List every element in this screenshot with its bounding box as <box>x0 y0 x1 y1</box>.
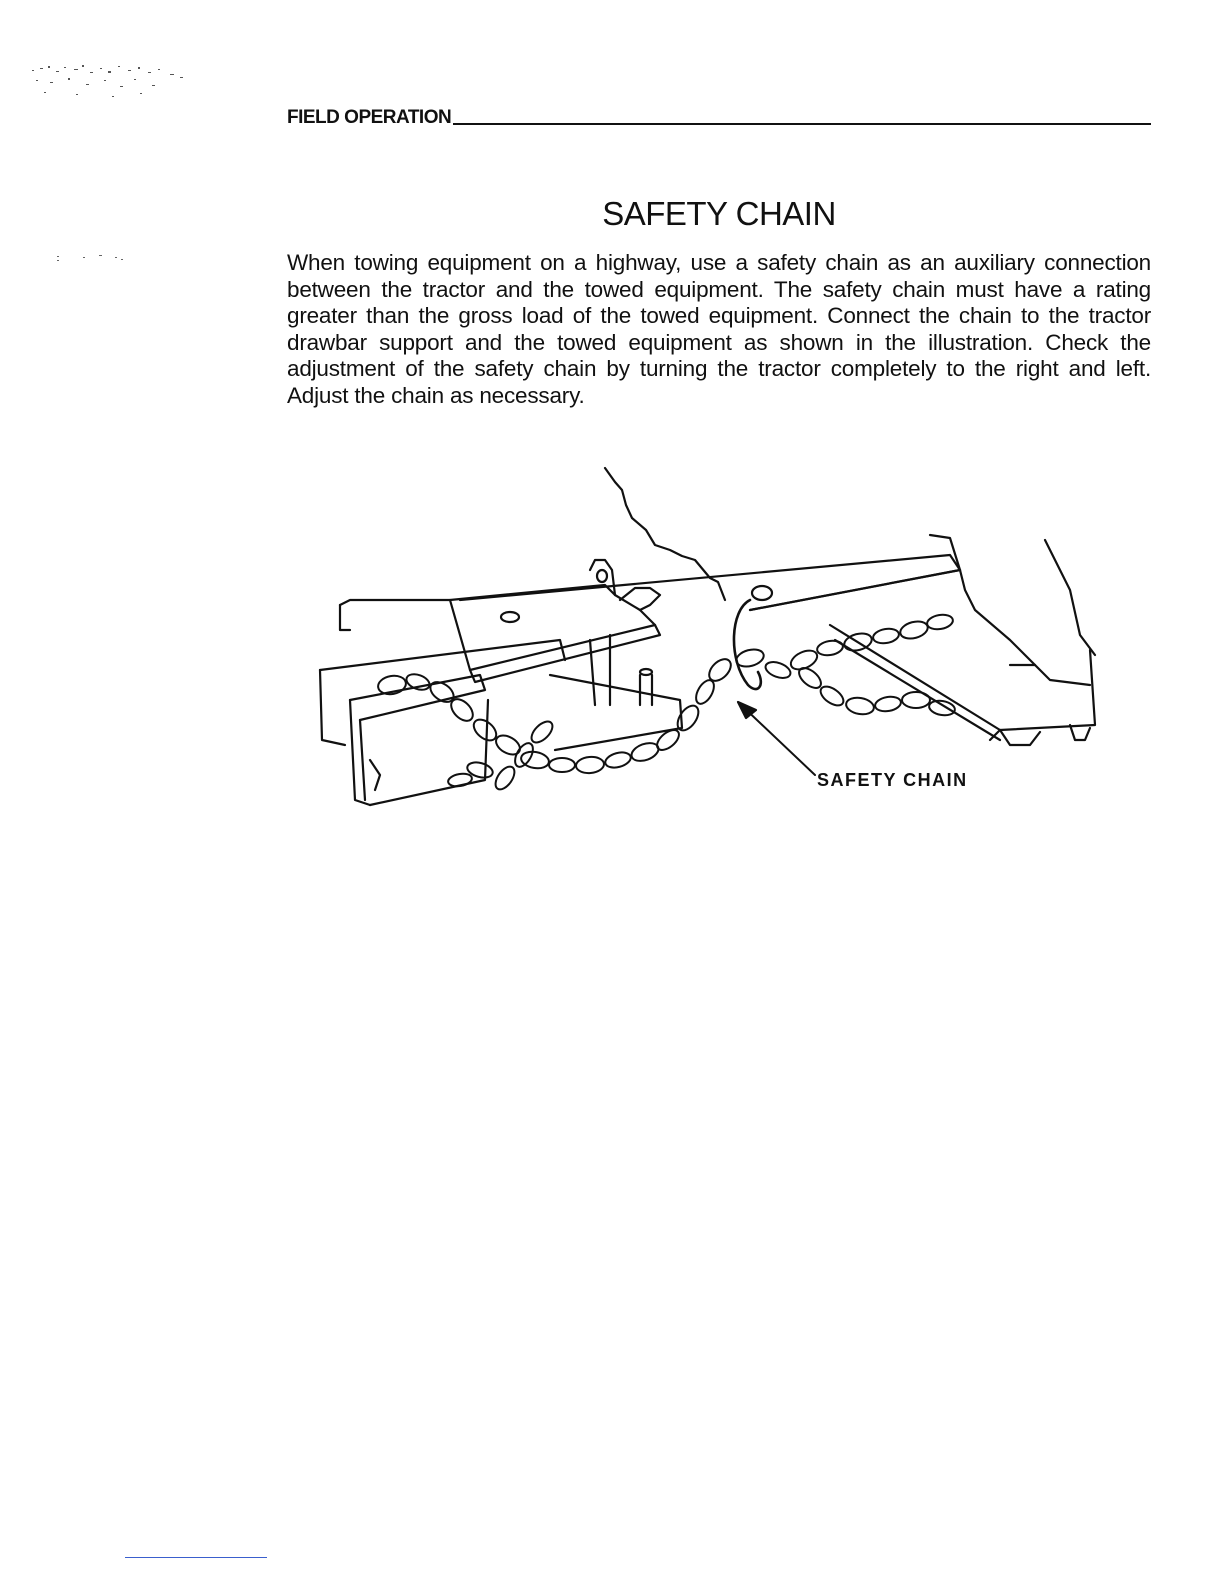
scan-noise <box>30 62 200 102</box>
body-paragraph: When towing equipment on a highway, use a safety chain as an auxiliary connection between the tractor and the towed equipment. The safety chain must have a rating greater than the gross load of the towed equipment. Connect the chain to the tractor drawbar support and the towed equipment as shown in the illustration. Check the adjustment of the safety chain by turning the tractor completely to the right and left. Adjust the chain as necessary. <box>287 250 1151 408</box>
section-label: FIELD OPERATION <box>287 107 452 128</box>
figure-callout: SAFETY CHAIN <box>817 770 968 790</box>
safety-chain-illustration <box>310 460 1110 820</box>
scan-noise <box>55 250 135 264</box>
header-rule <box>453 123 1151 125</box>
page-title: SAFETY CHAIN <box>602 195 836 232</box>
footer-rule <box>125 1557 267 1558</box>
section-header <box>287 108 1151 128</box>
